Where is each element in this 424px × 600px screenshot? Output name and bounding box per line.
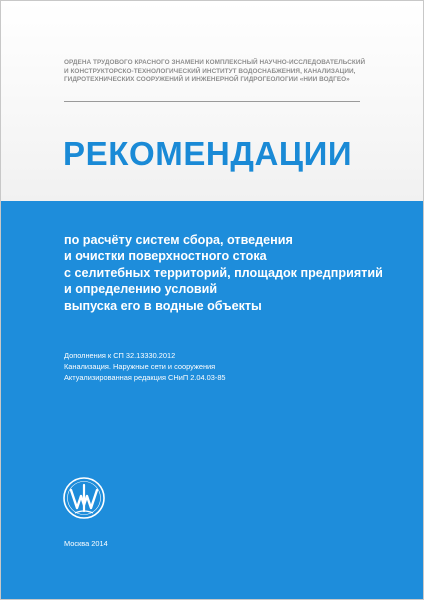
organization-name [64,59,364,85]
reference-line: Канализация. Наружные сети и сооружения [64,362,216,371]
organization-line: ОРДЕНА ТРУДОВОГО КРАСНОГО ЗНАМЕНИ КОМПЛЕКСНЫЙ НАУЧНО-ИССЛЕДОВАТЕЛЬСКИЙ [64,59,366,66]
organization-line: ГИДРОТЕХНИЧЕСКИХ СООРУЖЕНИЙ И ИНЖЕНЕРНОЙ ГИДРОГЕОЛОГИИ «НИИ ВОДГЕО» [64,76,350,84]
document-references [64,350,364,383]
vodgeo-emblem-icon [62,476,106,520]
reference-line: Дополнения к СП 32.13330.2012 [64,351,176,360]
subtitle-line: выпуска его в водные объекты [64,298,262,313]
publication-place-year: Москва 2014 [64,539,108,548]
organization-line: И КОНСТРУКТОРСКО-ТЕХНОЛОГИЧЕСКИЙ ИНСТИТУТ ВОДОСНАБЖЕНИЯ, КАНАЛИЗАЦИИ, [64,67,356,75]
reference-line: Актуализированная редакция СНиП 2.04.03-85 [64,373,226,382]
subtitle-line: и очистки поверхностного стока [64,249,267,264]
document-title: РЕКОМЕНДАЦИИ [63,135,353,172]
document-subtitle [64,232,394,314]
subtitle-line: с селитебных территорий, площадок предприятий [64,265,383,280]
subtitle-line: и определению условий [64,282,218,297]
cover-header-area [1,1,423,201]
header-divider [64,101,360,102]
subtitle-line: по расчёту систем сбора, отведения [64,233,293,247]
